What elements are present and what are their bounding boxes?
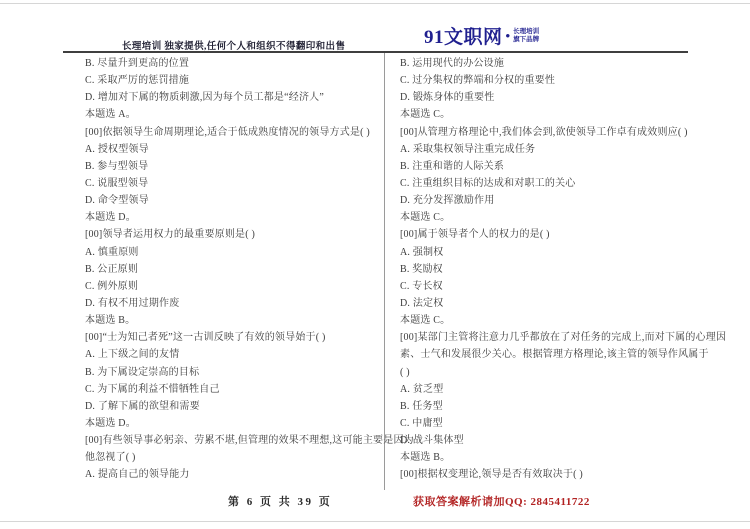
- option-line: A. 强制权: [400, 246, 444, 258]
- logo-subtitle-line1: 长理培训: [513, 27, 540, 35]
- question-line: [00]“士为知己者死”这一古训反映了有效的领导始于( ): [85, 332, 326, 344]
- column-divider-line: [384, 53, 385, 490]
- page-number-indicator: 第 6 页 共 39 页: [228, 496, 333, 508]
- option-line: D. 命令型领导: [85, 195, 149, 207]
- option-line: A. 贫乏型: [400, 383, 444, 395]
- left-text-column: [85, 55, 414, 484]
- option-line: D. 法定权: [400, 297, 444, 309]
- option-line: B. 注重和谐的人际关系: [400, 160, 505, 172]
- option-line: D. 有权不用过期作废: [85, 297, 180, 309]
- option-line: B. 奖励权: [400, 263, 443, 275]
- option-line: B. 为下属设定崇高的目标: [85, 366, 200, 378]
- option-line: A. 慎重原则: [85, 246, 139, 258]
- option-line: B. 任务型: [400, 400, 443, 412]
- option-line: C. 采取严厉的惩罚措施: [85, 75, 190, 87]
- option-line: C. 过分集权的弊端和分权的重要性: [400, 75, 556, 87]
- option-line: B. 参与型领导: [85, 160, 149, 172]
- answer-line: 本题选 D。: [85, 417, 136, 429]
- option-line: B. 运用现代的办公设施: [400, 58, 505, 69]
- question-line: 他忽视了( ): [85, 452, 136, 464]
- logo-wordmark: 91文职网: [424, 27, 503, 48]
- question-line: 素、士气和发展很少关心。根据管理方格理论,该主管的领导作风属于: [400, 349, 709, 361]
- option-line: C. 说服型领导: [85, 177, 149, 189]
- logo-bullet-icon: •: [505, 27, 511, 43]
- option-line: D. 锻炼身体的重要性: [400, 92, 495, 104]
- option-line: C. 中庸型: [400, 417, 443, 429]
- option-line: D. 了解下属的欲望和需要: [85, 400, 200, 412]
- answer-line: 本题选 D。: [85, 212, 136, 224]
- answer-line: 本题选 B。: [400, 452, 451, 464]
- header-divider-line: [63, 51, 688, 53]
- logo-subtitle-line2: 旗下品牌: [513, 35, 540, 43]
- option-line: C. 注重组织目标的达成和对职工的关心: [400, 177, 576, 189]
- answer-line: 本题选 C。: [400, 109, 451, 121]
- question-line: [00]某部门主管将注意力几乎都放在了对任务的完成上,而对下属的心理因: [400, 332, 727, 344]
- page-top-edge: [0, 3, 750, 4]
- option-line: B. 尽量升到更高的位置: [85, 58, 190, 69]
- question-line: [00]有些领导事必躬亲、劳累不堪,但管理的效果不理想,这可能主要是因为: [85, 435, 414, 447]
- header-disclaimer: 长理培训 独家提供,任何个人和组织不得翻印和出售: [122, 42, 346, 52]
- question-line: ( ): [400, 366, 410, 378]
- answer-line: 本题选 A。: [85, 109, 136, 121]
- option-line: B. 公正原则: [85, 263, 139, 275]
- answer-line: 本题选 C。: [400, 315, 451, 327]
- option-line: A. 采取集权领导注重完成任务: [400, 143, 536, 155]
- question-line: [00]属于领导者个人的权力的是( ): [400, 229, 550, 241]
- brand-logo: [424, 22, 539, 49]
- option-line: A. 提高自己的领导能力: [85, 469, 190, 481]
- question-line: [00]领导者运用权力的最重要原则是( ): [85, 229, 256, 241]
- right-text-column: [400, 55, 727, 484]
- option-line: A. 上下级之间的友情: [85, 349, 180, 361]
- question-line: [00]根据权变理论,领导是否有效取决于( ): [400, 469, 583, 481]
- option-line: C. 例外原则: [85, 280, 139, 292]
- qq-contact-notice: 获取答案解析请加QQ: 2845411722: [413, 496, 590, 508]
- page-bottom-edge: [0, 521, 750, 522]
- option-line: D. 增加对下属的物质刺激,因为每个员工都是“经济人”: [85, 92, 324, 104]
- option-line: D. 充分发挥激励作用: [400, 195, 495, 207]
- answer-line: 本题选 C。: [400, 212, 451, 224]
- option-line: C. 专长权: [400, 280, 443, 292]
- option-line: D. 战斗集体型: [400, 435, 464, 447]
- option-line: A. 授权型领导: [85, 143, 149, 155]
- answer-line: 本题选 B。: [85, 315, 136, 327]
- logo-subtitle: [513, 28, 539, 44]
- question-line: [00]依据领导生命周期理论,适合于低成熟度情况的领导方式是( ): [85, 126, 370, 138]
- question-line: [00]从管理方格理论中,我们体会到,欲使领导工作卓有成效则应( ): [400, 126, 688, 138]
- option-line: C. 为下属的利益不惜牺牲自己: [85, 383, 220, 395]
